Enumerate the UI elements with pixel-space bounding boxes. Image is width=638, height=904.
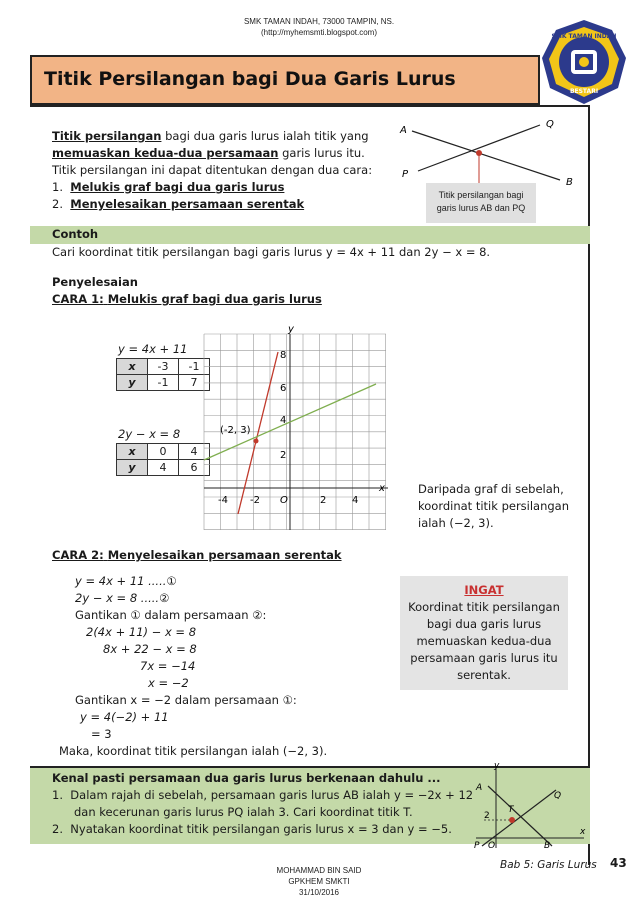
ingat-box: INGAT Koordinat titik persilangan bagi dua garis lurus memuaskan kedua-dua persamaan garis lurus itu serentak. bbox=[400, 576, 568, 690]
method-2: 2. Menyelesaikan persamaan serentak bbox=[52, 197, 305, 211]
intro-line-2: memuaskan kedua-dua persamaan garis lurus itu. bbox=[52, 146, 365, 160]
cara1-graph bbox=[196, 318, 396, 536]
exercise-q1-a: 1. Dalam rajah di sebelah, persamaan garis lurus AB ialah y = −2x + 12 bbox=[52, 788, 474, 802]
x-tick-4: 4 bbox=[352, 495, 359, 506]
label-q: Q bbox=[546, 119, 554, 130]
graph-x-label: x bbox=[379, 483, 385, 494]
y-tick-4: 4 bbox=[280, 415, 287, 426]
contoh-question: Cari koordinat titik persilangan bagi garis lurus y = 4x + 11 dan 2y − x = 8. bbox=[52, 245, 491, 259]
title-bar bbox=[30, 55, 540, 105]
exercise-q1-b: dan kecerunan garis lurus PQ ialah 3. Cari koordinat titik T. bbox=[74, 805, 413, 819]
step-8: Gantikan x = −2 dalam persamaan ①: bbox=[75, 693, 297, 707]
step-10: = 3 bbox=[91, 727, 112, 741]
point-label: (-2, 3) bbox=[220, 425, 251, 436]
step-1: y = 4x + 11 .....① bbox=[75, 574, 177, 588]
ingat-title: INGAT bbox=[464, 583, 504, 597]
ex-label-t: T bbox=[508, 805, 514, 815]
ex-label-q: Q bbox=[554, 791, 562, 801]
y-tick-2: 2 bbox=[280, 450, 287, 461]
ex-label-y: y bbox=[494, 761, 500, 771]
penyelesaian-heading: Penyelesaian bbox=[52, 275, 138, 289]
result-line-3: ialah (−2, 3). bbox=[418, 516, 494, 530]
chapter-label: Bab 5: Garis Lurus bbox=[500, 859, 597, 871]
step-5: 8x + 22 − x = 8 bbox=[103, 642, 197, 656]
school-name: SMK TAMAN INDAH, 73000 TAMPIN, NS. bbox=[243, 17, 395, 26]
step-11: Maka, koordinat titik persilangan ialah (−2, 3). bbox=[59, 744, 328, 758]
intro-line-1: Titik persilangan bagi dua garis lurus ialah titik yang bbox=[52, 129, 369, 143]
step-3: Gantikan ① dalam persamaan ②: bbox=[75, 608, 267, 622]
result-line-1: Daripada graf di sebelah, bbox=[418, 482, 564, 496]
step-6: 7x = −14 bbox=[140, 659, 196, 673]
exercise-q2: 2. Nyatakan koordinat titik persilangan garis lurus x = 3 dan y = −5. bbox=[52, 822, 452, 836]
method-1: 1. Melukis graf bagi dua garis lurus bbox=[52, 180, 285, 194]
step-7: x = −2 bbox=[148, 676, 189, 690]
x-tick-neg4: -4 bbox=[218, 495, 228, 506]
ex-label-a: A bbox=[476, 783, 483, 793]
y-tick-8: 8 bbox=[280, 350, 287, 361]
ex-label-o: O bbox=[488, 841, 496, 850]
intersection-figure bbox=[390, 115, 585, 190]
ex-label-x: x bbox=[580, 827, 586, 837]
ex-label-p: P bbox=[474, 841, 480, 850]
x-tick-origin: O bbox=[280, 495, 288, 506]
page-title: Titik Persilangan bagi Dua Garis Lurus bbox=[44, 68, 456, 90]
x-tick-2: 2 bbox=[320, 495, 327, 506]
table2: x 0 4 y 4 6 bbox=[116, 443, 210, 476]
footer-date: 31/10/2016 bbox=[298, 888, 340, 897]
table1-equation: y = 4x + 11 bbox=[118, 342, 188, 356]
ex-label-b: B bbox=[544, 841, 551, 850]
step-2: 2y − x = 8 .....② bbox=[75, 591, 170, 605]
title-underline bbox=[30, 105, 590, 107]
cara2-heading: CARA 2: Menyelesaikan persamaan serentak bbox=[52, 548, 342, 562]
graph-y-label: y bbox=[288, 324, 294, 335]
footer-org: GPKHEM SMKTI bbox=[288, 877, 350, 886]
school-url: (http://myhemsmti.blogspot.com) bbox=[260, 28, 378, 37]
intro-line-3: Titik persilangan ini dapat ditentukan dengan dua cara: bbox=[52, 163, 373, 177]
label-a: A bbox=[400, 125, 407, 136]
label-p: P bbox=[402, 169, 409, 180]
side-border bbox=[588, 105, 590, 865]
school-crest-icon bbox=[540, 18, 628, 106]
contoh-heading: Contoh bbox=[52, 227, 99, 241]
page-number: 43 bbox=[610, 856, 627, 870]
intersection-point bbox=[254, 439, 259, 444]
footer-author: MOHAMMAD BIN SAID bbox=[276, 866, 362, 875]
y-tick-6: 6 bbox=[280, 383, 287, 394]
contoh-bar bbox=[30, 226, 590, 244]
logo-text-bottom: BESTARI bbox=[569, 88, 599, 95]
logo-text-top: SMK TAMAN INDAH bbox=[551, 33, 617, 40]
table2-equation: 2y − x = 8 bbox=[118, 427, 181, 441]
x-tick-neg2: -2 bbox=[250, 495, 260, 506]
ex-label-2: 2 bbox=[484, 811, 490, 821]
exercise-heading: Kenal pasti persamaan dua garis lurus berkenaan dahulu ... bbox=[52, 771, 441, 785]
table1: x -3 -1 y -1 7 bbox=[116, 358, 210, 391]
label-b: B bbox=[566, 177, 573, 188]
step-4: 2(4x + 11) − x = 8 bbox=[86, 625, 197, 639]
cara1-heading: CARA 1: Melukis graf bagi dua garis lurus bbox=[52, 292, 322, 306]
exercise-figure bbox=[466, 760, 590, 850]
figure-caption: Titik persilangan bagi garis lurus AB dan PQ bbox=[426, 183, 536, 223]
result-line-2: koordinat titik persilangan bbox=[418, 499, 570, 513]
step-9: y = 4(−2) + 11 bbox=[80, 710, 169, 724]
